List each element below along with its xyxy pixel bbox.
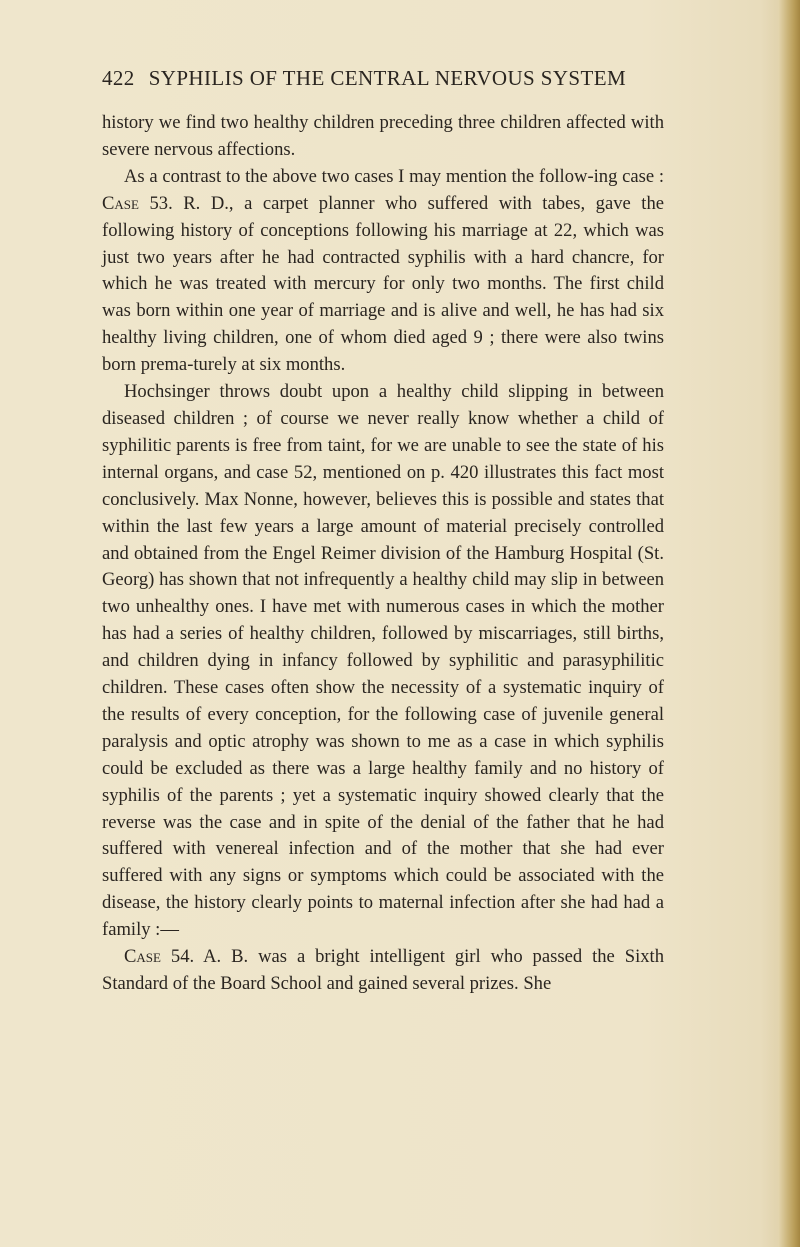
paragraph-1: history we find two healthy children preceding three children affected with severe nervous affections.	[102, 112, 664, 160]
page-body	[102, 110, 664, 998]
paragraph-4	[102, 944, 664, 998]
paragraph-2-intro: As a contrast to the above two cases I may mention the follow-ing case :	[124, 165, 664, 187]
page-number: 422	[102, 66, 135, 90]
case-54-label: Case 54.	[124, 946, 195, 968]
paragraph-3: Hochsinger throws doubt upon a healthy child slipping in between diseased children ; of course we never really know whether a child of syphilitic parents is free from taint, for we are unable to see the state of his internal organs, and case 52, mentioned on p. 420 illustrates this fact most conclusively. Max Nonne, however, believes this is possible and states that within the last few years a large amount of material precisely controlled and obtained from the Engel Reimer division of the Hamburg Hospital (St. Georg) has shown that not infrequently a healthy child may slip in between two unhealthy ones. I have met with numerous cases in which the mother has had a series of healthy children, followed by miscarriages, still births, and children dying in infancy followed by syphilitic and parasyphilitic children. These cases often show the necessity of a systematic inquiry of the results of every conception, for the following case of juvenile general paralysis and optic atrophy was shown to me as a case in which syphilis could be excluded as there was a large healthy family and no history of syphilis of the parents ; yet a systematic inquiry showed clearly that the reverse was the case and in spite of the denial of the father that he had suffered with venereal infection and of the mother that she had ever suffered with any signs or symptoms which could be associated with the disease, the history clearly points to maternal infection after she had had a family :—	[102, 381, 664, 941]
running-title: SYPHILIS OF THE CENTRAL NERVOUS SYSTEM	[148, 66, 627, 90]
paragraph-2	[102, 164, 664, 379]
paragraph-2-text: R. D., a carpet planner who suffered with tabes, gave the following history of conceptions following his marriage at 22, which was just two years after he had contracted syphilis with a hard chancre, for which he was treated with mercury for only two months. The first child was born within one year of marriage and is alive and well, he has had six healthy living children, one of whom died aged 9 ; there were also twins born prema-turely at six months.	[102, 192, 664, 376]
running-header	[102, 66, 662, 96]
page-edge	[778, 0, 800, 1247]
paragraph-4-text: A. B. was a bright intelligent girl who passed the Sixth Standard of the Board School and gained several prizes. She	[102, 946, 664, 994]
case-53-label: Case 53.	[102, 192, 173, 214]
